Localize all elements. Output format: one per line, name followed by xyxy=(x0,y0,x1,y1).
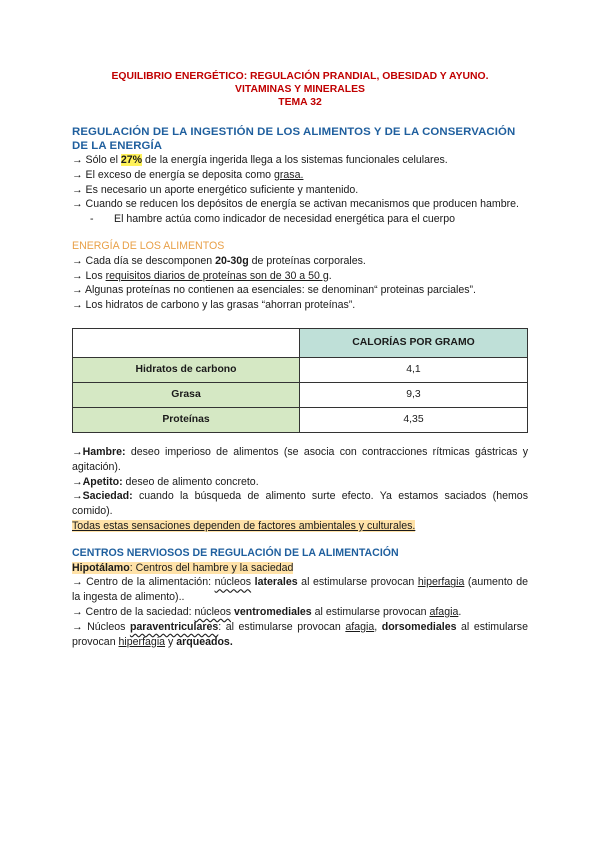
table-cell-value: 4,35 xyxy=(300,407,528,432)
s2-bullet1: → Cada día se descomponen 20-30g de proteínas corporales. xyxy=(72,254,366,267)
s1-bullet2: → El exceso de energía se deposita como grasa. xyxy=(72,168,304,181)
s1-bullet3: → Es necesario un aporte energético suficiente y mantenido. xyxy=(72,183,359,196)
s1-bullet1: → Sólo el 27% de la energía ingerida llega a los sistemas funcionales celulares. xyxy=(72,154,448,166)
table-cell-value: 4,1 xyxy=(300,357,528,382)
s2-bullet2: → Los requisitos diarios de proteínas son de 30 a 50 g. xyxy=(72,269,332,282)
table-corner-cell xyxy=(73,328,300,357)
doc-title-line3: TEMA 32 xyxy=(278,97,322,108)
table-row xyxy=(73,382,528,407)
def-hambre: →Hambre: deseo imperioso de alimentos (se asocia con contracciones rítmicas gástricas y agitación). xyxy=(72,445,528,473)
s1-dash-item: - El hambre actúa como indicador de necesidad energética para el cuerpo xyxy=(90,213,455,226)
s3-nucleos: → Núcleos paraventriculares: al estimularse provocan afagia, dorsomediales al estimularse provocan hiperfagia y arqueados. xyxy=(72,620,528,648)
table-row-label: Grasa xyxy=(73,382,300,407)
s1-bullet4: → Cuando se reducen los depósitos de energía se activan mecanismos que producen hambre. xyxy=(72,198,519,211)
table-header-cell: CALORÍAS POR GRAMO xyxy=(300,328,528,357)
percent-highlight: 27% xyxy=(120,154,143,166)
def-saciedad: →Saciedad: cuando la búsqueda de alimento surte efecto. Ya estamos saciados (hemos comido). xyxy=(72,490,528,518)
section3-heading: CENTROS NERVIOSOS DE REGULACIÓN DE LA ALIMENTACIÓN xyxy=(72,546,399,559)
calories-table xyxy=(72,328,528,433)
section2-heading: ENERGÍA DE LOS ALIMENTOS xyxy=(72,239,225,252)
s3-centro-alimentacion: → Centro de la alimentación: núcleos laterales al estimularse provocan hiperfagia (aumento de la ingesta de alimento).. xyxy=(72,576,528,604)
doc-title-line2: VITAMINAS Y MINERALES xyxy=(235,84,365,95)
hipotalamo-line: Hipotálamo: Centros del hambre y la saciedad xyxy=(72,561,294,574)
table-cell-value: 9,3 xyxy=(300,382,528,407)
table-row-label: Hidratos de carbono xyxy=(73,357,300,382)
s2-bullet3: → Algunas proteínas no contienen aa esenciales: se denominan“ proteinas parciales”. xyxy=(72,284,476,297)
dash-marker: - xyxy=(90,213,94,226)
table-row xyxy=(73,357,528,382)
table-row-label: Proteínas xyxy=(73,407,300,432)
def-note: Todas estas sensaciones dependen de factores ambientales y culturales. xyxy=(72,519,416,532)
section1-heading: REGULACIÓN DE LA INGESTIÓN DE LOS ALIMENTOS Y DE LA CONSERVACIÓN DE LA ENERGÍA xyxy=(72,126,516,152)
table-row xyxy=(73,407,528,432)
document-page xyxy=(72,70,528,649)
def-apetito: →Apetito: deseo de alimento concreto. xyxy=(72,475,259,488)
s3-centro-saciedad: → Centro de la saciedad: núcleos ventromediales al estimularse provocan afagia. xyxy=(72,605,462,618)
s2-bullet4: → Los hidratos de carbono y las grasas “ahorran proteínas”. xyxy=(72,299,356,312)
table-header-row xyxy=(73,328,528,357)
doc-title-line1: EQUILIBRIO ENERGÉTICO: REGULACIÓN PRANDIAL, OBESIDAD Y AYUNO. xyxy=(111,71,489,82)
